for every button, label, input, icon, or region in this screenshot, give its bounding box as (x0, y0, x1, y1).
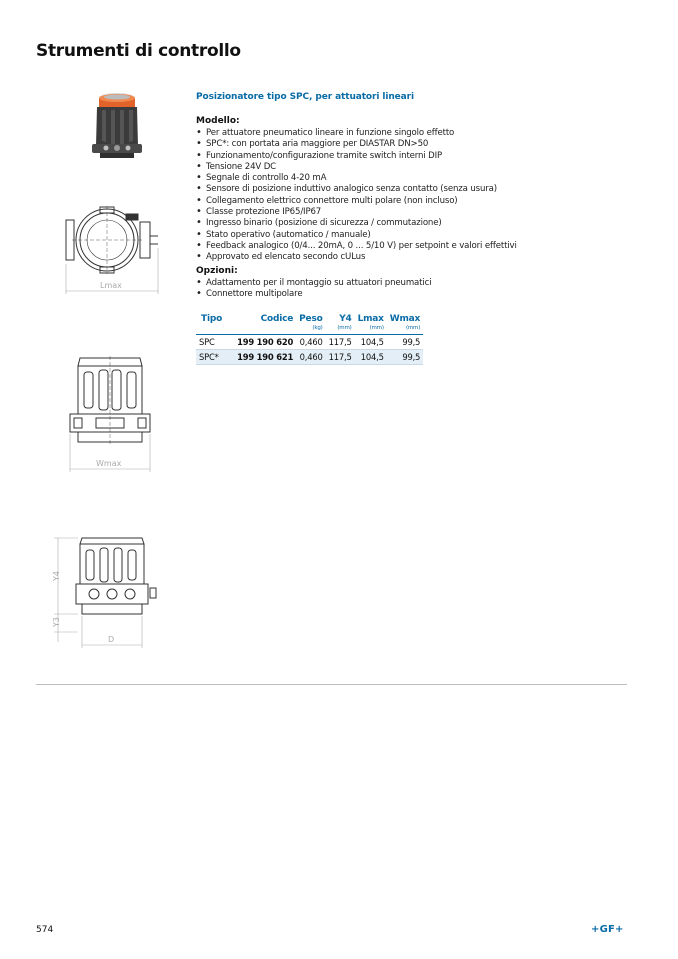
unit-cell: (kg) (296, 324, 325, 335)
feature-item: • Approvato ed elencato secondo cULus (196, 252, 616, 263)
y3-label: Y3 (52, 617, 61, 627)
front-view-drawing (50, 532, 160, 652)
product-title: Posizionatore tipo SPC, per attuatori lineari (196, 92, 414, 102)
table-row (196, 350, 423, 365)
feature-item: • Feedback analogico (0/4... 20mA, 0 ... 5/10 V) per setpoint e valori effettivi (196, 241, 616, 252)
feature-list (196, 128, 616, 264)
col-header-codice: Codice (260, 314, 294, 325)
table-row (196, 335, 423, 350)
page-number: 574 (36, 925, 54, 935)
spec-table (196, 314, 423, 365)
unit-cell (225, 324, 296, 335)
table-cell: 0,460 (296, 350, 325, 365)
table-cell: 104,5 (355, 335, 387, 350)
feature-item: • Ingresso binario (posizione di sicurezza / commutazione) (196, 218, 616, 229)
col-header-lmax: Lmax (357, 314, 384, 325)
table-header-row (196, 314, 423, 324)
col-header-tipo: Tipo (201, 314, 223, 325)
col-header-y4: Y4 (339, 314, 352, 325)
feature-item: • Classe protezione IP65/IP67 (196, 207, 616, 218)
table-units-row (196, 324, 423, 335)
col-header-wmax: Wmax (389, 314, 421, 325)
brand-logo: +GF+ (591, 924, 624, 935)
table-cell: 104,5 (355, 350, 387, 365)
product-content (196, 92, 616, 365)
table-cell: 117,5 (326, 335, 355, 350)
table-cell: 99,5 (387, 335, 423, 350)
table-cell: 99,5 (387, 350, 423, 365)
table-cell: 199 190 621 (225, 350, 296, 365)
table-cell: 117,5 (326, 350, 355, 365)
table-cell: SPC (196, 335, 225, 350)
table-cell: 199 190 620 (225, 335, 296, 350)
d-label: D (108, 635, 115, 644)
options-heading: Opzioni: (196, 265, 238, 276)
feature-item: • SPC*: con portata aria maggiore per DIASTAR DN>50 (196, 139, 616, 150)
table-cell: 0,460 (296, 335, 325, 350)
feature-item: • Stato operativo (automatico / manuale) (196, 230, 616, 241)
y4-label: Y4 (52, 571, 61, 581)
model-heading: Modello: (196, 116, 240, 126)
unit-cell: (mm) (326, 324, 355, 335)
unit-cell (196, 324, 225, 335)
page-divider (36, 684, 627, 685)
feature-item: • Segnale di controllo 4-20 mA (196, 173, 616, 184)
product-photo (80, 90, 154, 164)
feature-item: • Per attuatore pneumatico lineare in funzione singolo effetto (196, 128, 616, 139)
side-view-drawing (66, 352, 166, 478)
feature-item: • Tensione 24V DC (196, 162, 616, 173)
feature-item: • Funzionamento/configurazione tramite switch interni DIP (196, 151, 616, 162)
options-list (196, 278, 616, 301)
top-view-drawing (62, 198, 172, 296)
table-cell: SPC* (196, 350, 225, 365)
wmax-label: Wmax (96, 459, 122, 468)
feature-item: • Sensore di posizione induttivo analogico senza contatto (senza usura) (196, 184, 616, 195)
page-title: Strumenti di controllo (36, 41, 241, 61)
unit-cell: (mm) (387, 324, 423, 335)
feature-item: • Collegamento elettrico connettore multi polare (non incluso) (196, 196, 616, 207)
unit-cell: (mm) (355, 324, 387, 335)
col-header-peso: Peso (299, 314, 323, 325)
lmax-label: Lmax (100, 281, 122, 290)
option-item: • Connettore multipolare (196, 289, 616, 300)
option-item: • Adattamento per il montaggio su attuatori pneumatici (196, 278, 616, 289)
